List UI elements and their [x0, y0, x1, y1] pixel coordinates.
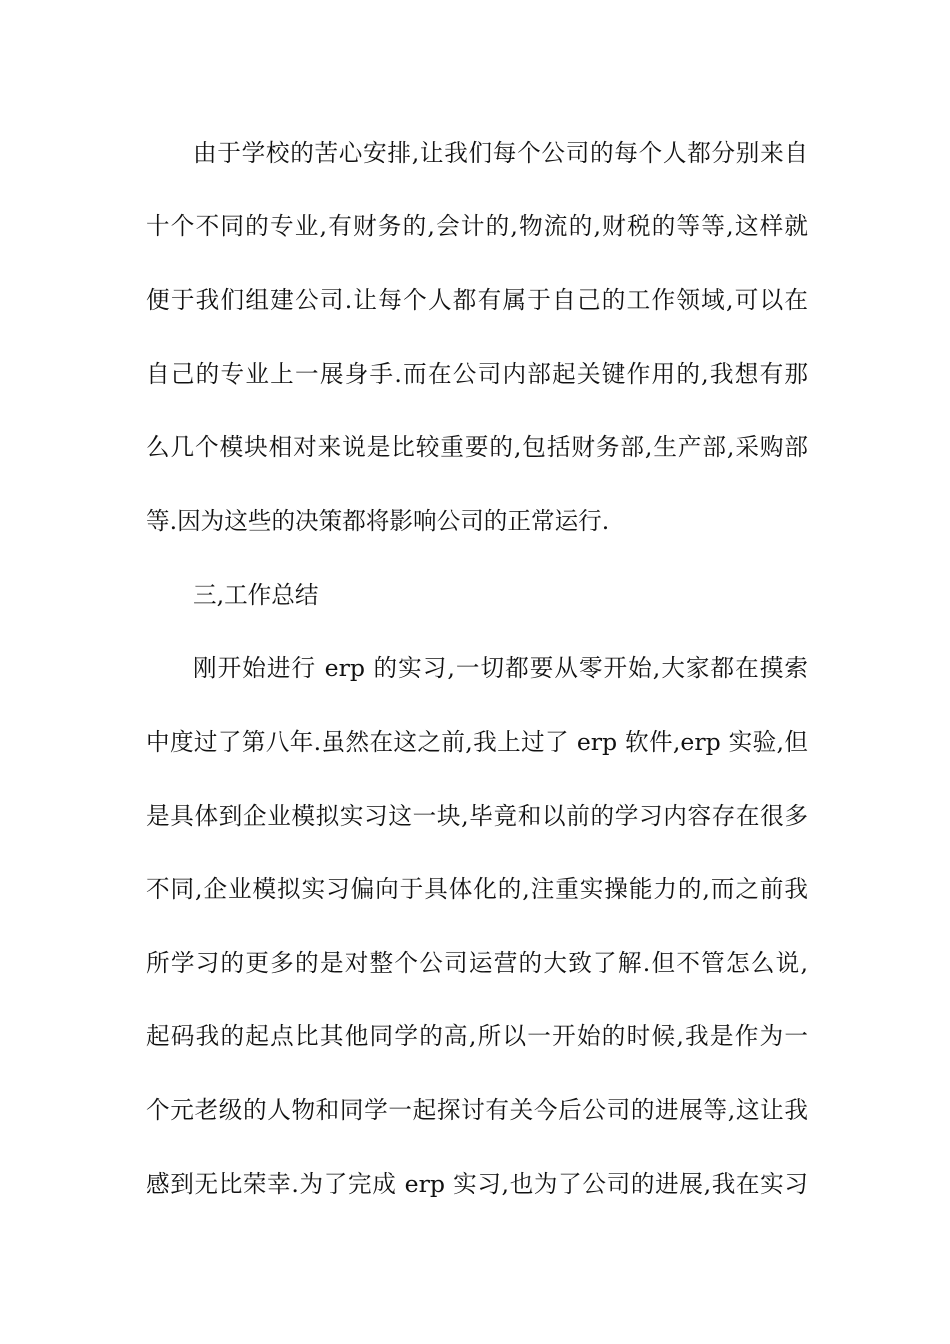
- paragraph-line: 自己的专业上一展身手.而在公司内部起关键作用的,我想有那: [146, 360, 808, 388]
- paragraph-line: 中度过了第八年.虽然在这之前,我上过了 erp 软件,erp 实验,但: [146, 728, 808, 756]
- paragraph-line: 是具体到企业模拟实习这一块,毕竟和以前的学习内容存在很多: [146, 802, 808, 830]
- paragraph-line: 由于学校的苦心安排,让我们每个公司的每个人都分别来自: [193, 139, 808, 167]
- paragraph-line: 起码我的起点比其他同学的高,所以一开始的时候,我是作为一: [146, 1022, 808, 1050]
- paragraph-line: 十个不同的专业,有财务的,会计的,物流的,财税的等等,这样就: [146, 212, 808, 240]
- paragraph-line: 不同,企业模拟实习偏向于具体化的,注重实操能力的,而之前我: [146, 875, 808, 903]
- paragraph-line: 便于我们组建公司.让每个人都有属于自己的工作领域,可以在: [146, 286, 808, 314]
- paragraph-line: 么几个模块相对来说是比较重要的,包括财务部,生产部,采购部: [146, 433, 808, 461]
- paragraph-line: 刚开始进行 erp 的实习,一切都要从零开始,大家都在摸索: [193, 654, 808, 682]
- paragraph-line: 感到无比荣幸.为了完成 erp 实习,也为了公司的进展,我在实习: [146, 1170, 808, 1198]
- section-heading: 三,工作总结: [193, 581, 319, 609]
- paragraph-line: 所学习的更多的是对整个公司运营的大致了解.但不管怎么说,: [146, 949, 808, 977]
- paragraph-line: 等.因为这些的决策都将影响公司的正常运行.: [146, 507, 610, 535]
- paragraph-line: 个元老级的人物和同学一起探讨有关今后公司的进展等,这让我: [146, 1096, 808, 1124]
